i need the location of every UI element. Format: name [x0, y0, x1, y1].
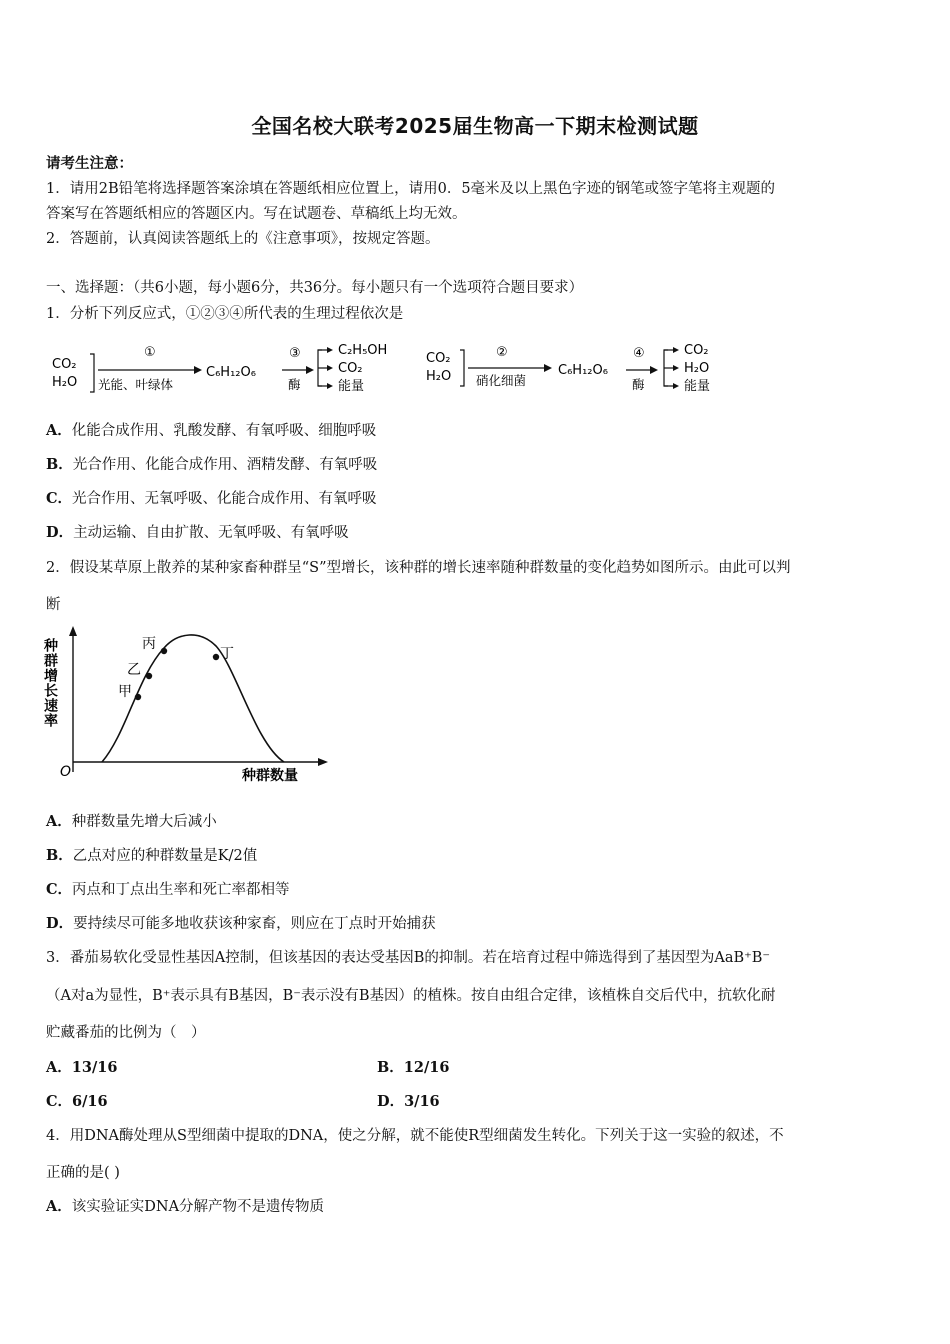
q2-growth-rate-graph: [42, 624, 336, 788]
eq2-enzyme: 酶: [632, 377, 645, 392]
option-text: 化能合成作用、乳酸发酵、有氧呼吸、细胞呼吸: [71, 423, 377, 439]
point-ding: [213, 654, 219, 660]
point-label-yi: 乙: [127, 662, 141, 678]
eq2-product-h2o: H₂O: [684, 361, 710, 376]
origin-label: O: [60, 764, 72, 780]
eq1-condition: 光能、叶绿体: [98, 377, 174, 392]
q1-option-c: [46, 487, 377, 508]
q1-option-d: [46, 521, 349, 542]
q2-stem-line-2: 断: [46, 597, 61, 613]
option-text: 12/16: [403, 1059, 450, 1076]
notice-item-1-line-1: 1．请用2B铅笔将选择题答案涂填在答题纸相应位置上，请用0．5毫米及以上黑色字迹的钢笔或签字笔将主观题的: [46, 181, 776, 197]
option-label: B．: [46, 847, 73, 864]
point-label-bing: 丙: [142, 636, 156, 652]
q2-option-b: [46, 844, 257, 865]
q2-option-a: [46, 810, 217, 831]
eq2-condition: 硝化细菌: [476, 373, 527, 388]
eq1-product-ethanol: C₂H₅OH: [338, 343, 388, 358]
option-text: 主动运输、自由扩散、无氧呼吸、有氧呼吸: [73, 525, 349, 541]
option-label: C．: [46, 1093, 73, 1110]
option-text: 丙点和丁点出生率和死亡率都相等: [72, 882, 290, 898]
q3-stem-line-1: 3．番茄易软化受显性基因A控制，但该基因的表达受基因B的抑制。若在培育过程中筛选得到了基因型为AaB⁺B⁻: [46, 950, 771, 966]
q3-option-d: [377, 1090, 440, 1111]
option-label: D．: [46, 524, 74, 541]
eq1-number-1: ①: [144, 345, 156, 360]
exam-title: 全国名校大联考2025届生物高一下期末检测试题: [251, 114, 699, 138]
point-jia: [135, 694, 141, 700]
q3-stem-line-2: （A对a为显性，B⁺表示具有B基因，B⁻表示没有B基因）的植株。按自由组合定律，该植株自交后代中，抗软化耐: [46, 988, 776, 1004]
section-heading: 一、选择题：（共6小题，每小题6分，共36分。每小题只有一个选项符合题目要求）: [46, 280, 584, 296]
option-label: C．: [46, 881, 73, 898]
option-label: A．: [46, 1059, 72, 1076]
q1-option-b: [46, 453, 377, 474]
q3-option-a: [46, 1056, 117, 1077]
eq2-number-4: ④: [633, 346, 645, 361]
point-yi: [146, 673, 152, 679]
option-text: 该实验证实DNA分解产物不是遗传物质: [71, 1199, 325, 1215]
eq1-number-3: ③: [289, 346, 301, 361]
eq1-h2o: H₂O: [52, 375, 78, 390]
notice-item-2: 2．答题前，认真阅读答题纸上的《注意事项》，按规定答题。: [46, 231, 440, 247]
option-text: 要持续尽可能多地收获该种家畜，则应在丁点时开始捕获: [73, 916, 436, 932]
q3-option-c: [46, 1090, 108, 1111]
q2-option-c: [46, 878, 290, 899]
q3-option-b: [377, 1056, 449, 1077]
x-axis-label: 种群数量: [242, 768, 298, 784]
option-label: A．: [46, 813, 72, 830]
q1-stem: 1．分析下列反应式，①②③④所代表的生理过程依次是: [46, 306, 404, 322]
point-label-ding: 丁: [220, 646, 234, 662]
q1-option-a: [46, 419, 376, 440]
eq1-product-co2: CO₂: [338, 361, 363, 376]
notice-heading: 请考生注意：: [46, 155, 133, 172]
eq1-glucose: C₆H₁₂O₆: [206, 365, 256, 380]
q4-stem-line-1: 4．用DNA酶处理从S型细菌中提取的DNA，使之分解，就不能使R型细菌发生转化。下列关于这一实验的叙述，不: [46, 1128, 784, 1144]
option-text: 6/16: [72, 1093, 108, 1110]
q2-stem-line-1: 2．假设某草原上散养的某种家畜种群呈“S”型增长，该种群的增长速率随种群数量的变化趋势如图所示。由此可以判: [46, 560, 791, 576]
option-label: D．: [377, 1093, 405, 1110]
q4-option-a: [46, 1195, 324, 1216]
eq2-product-co2: CO₂: [684, 343, 709, 358]
option-text: 光合作用、化能合成作用、酒精发酵、有氧呼吸: [72, 457, 378, 473]
notice-item-1-line-2: 答案写在答题纸相应的答题区内。写在试题卷、草稿纸上均无效。: [46, 206, 467, 222]
option-label: C．: [46, 490, 73, 507]
option-label: A．: [46, 1198, 72, 1215]
q4-stem-line-2: 正确的是( ): [46, 1165, 120, 1181]
option-text: 3/16: [404, 1093, 440, 1110]
eq2-glucose: C₆H₁₂O₆: [558, 363, 608, 378]
eq1-product-energy: 能量: [338, 379, 365, 394]
option-text: 乙点对应的种群数量是K/2值: [72, 848, 258, 864]
point-label-jia: 甲: [118, 684, 132, 700]
option-text: 光合作用、无氧呼吸、化能合成作用、有氧呼吸: [72, 491, 377, 507]
q3-stem-line-3: 贮藏番茄的比例为（ ）: [46, 1025, 206, 1041]
point-bing: [161, 648, 167, 654]
option-text: 13/16: [71, 1059, 118, 1076]
eq1-enzyme: 酶: [288, 377, 301, 392]
option-label: B．: [46, 456, 73, 473]
q2-option-d: [46, 912, 436, 933]
q1-reaction-equations: [46, 336, 746, 404]
eq1-co2: CO₂: [52, 357, 77, 372]
option-label: D．: [46, 915, 74, 932]
eq2-number-2: ②: [496, 345, 508, 360]
option-text: 种群数量先增大后减小: [71, 814, 217, 830]
eq2-co2: CO₂: [426, 351, 451, 366]
eq2-product-energy: 能量: [684, 379, 711, 394]
eq2-h2o: H₂O: [426, 369, 452, 384]
option-label: A．: [46, 422, 72, 439]
option-label: B．: [377, 1059, 404, 1076]
y-axis-label: 种群增长速率: [42, 638, 58, 728]
